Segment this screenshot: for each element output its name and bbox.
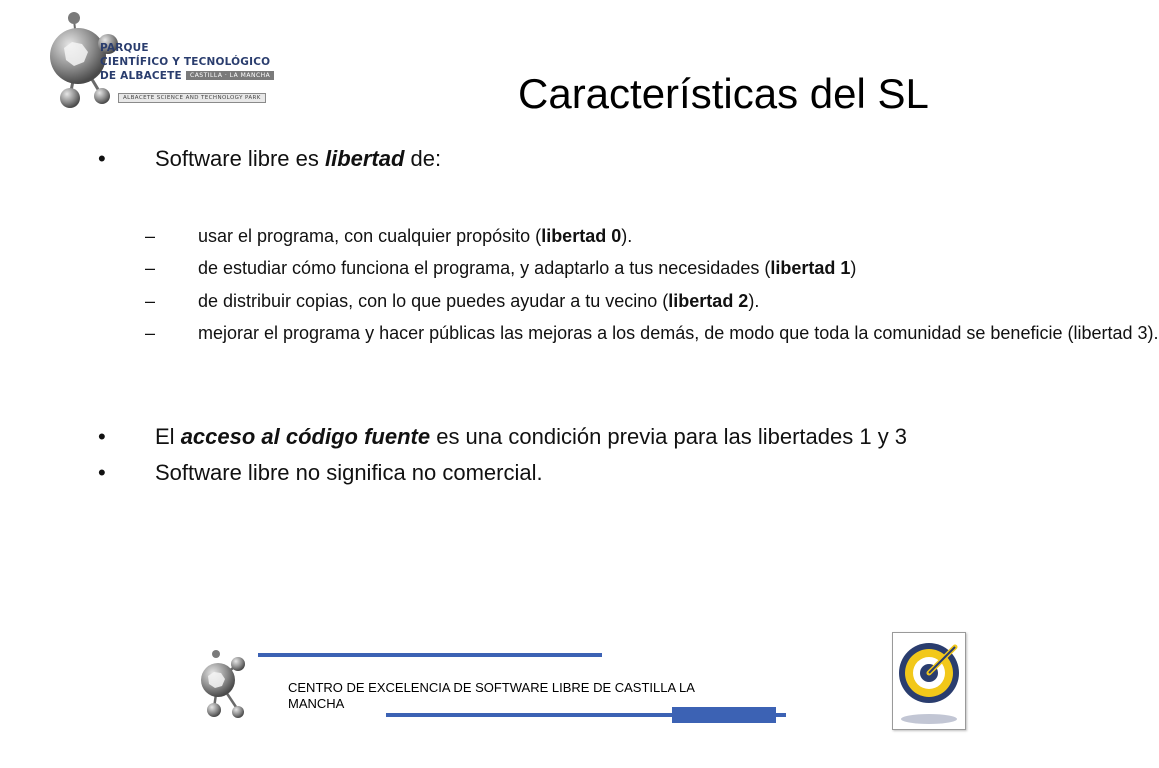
slide-title: Características del SL <box>518 70 929 117</box>
park-logo <box>40 8 280 112</box>
bullet-source-access <box>155 424 907 450</box>
bullet-freedom <box>155 146 441 172</box>
bullet-text: Software libre es <box>155 146 325 171</box>
footer-center-name: CENTRO DE EXCELENCIA DE SOFTWARE LIBRE DE CASTILLA LA MANCHA <box>288 680 695 711</box>
subitem-freedom-0 <box>198 226 632 247</box>
logo-english-strip: ALBACETE SCIENCE AND TECHNOLOGY PARK <box>118 93 266 103</box>
subitem-text: usar el programa, con cualquier propósito ( <box>198 226 542 246</box>
subitem-text: ). <box>621 226 633 246</box>
footer-molecule-icon <box>196 646 252 724</box>
bullet-emphasis: libertad <box>324 146 405 171</box>
subitem-marker: – <box>145 258 156 278</box>
bullet-not-noncommercial: Software libre no significa no comercial. <box>155 460 543 485</box>
subitem-bold: libertad 2 <box>668 291 749 311</box>
subitem-text: de distribuir copias, con lo que puedes ayudar a tu vecino ( <box>198 291 669 311</box>
subitem-text: ) <box>850 258 857 278</box>
bullet-text: El <box>155 424 181 449</box>
subitem-bold: libertad 1 <box>770 258 851 278</box>
subitem-freedom-3: mejorar el programa y hacer públicas las mejoras a los demás, de modo que toda la comunidad se beneficie (libertad 3). <box>198 323 1159 343</box>
subitem-marker: – <box>145 226 156 246</box>
footer-bar-top <box>258 653 602 657</box>
subitem-freedom-1 <box>198 258 856 279</box>
subitem-text: de estudiar cómo funciona el programa, y adaptarlo a tus necesidades ( <box>198 258 771 278</box>
emblem-target-icon <box>893 633 965 729</box>
logo-line-cientifico: CIENTÍFICO Y TECNOLÓGICO <box>100 56 271 68</box>
subitem-marker: – <box>145 291 156 311</box>
bullet-marker: • <box>98 460 106 485</box>
bullet-marker: • <box>98 424 106 449</box>
bullet-text: de: <box>404 146 442 171</box>
subitem-text: ). <box>748 291 760 311</box>
subitem-bold: libertad 0 <box>541 226 622 246</box>
ces-emblem <box>892 632 966 730</box>
bullet-marker: • <box>98 146 106 171</box>
subitem-freedom-2 <box>198 291 759 312</box>
bullet-text: es una condición previa para las libertades 1 y 3 <box>430 424 908 449</box>
logo-line-parque: PARQUE <box>100 42 149 54</box>
bullet-emphasis: acceso al código fuente <box>180 424 431 449</box>
subitem-marker: – <box>145 323 156 343</box>
logo-line-albacete: DE ALBACETE <box>100 70 182 82</box>
footer-bar-block <box>672 707 776 723</box>
logo-region-tag: CASTILLA · LA MANCHA <box>186 71 274 80</box>
